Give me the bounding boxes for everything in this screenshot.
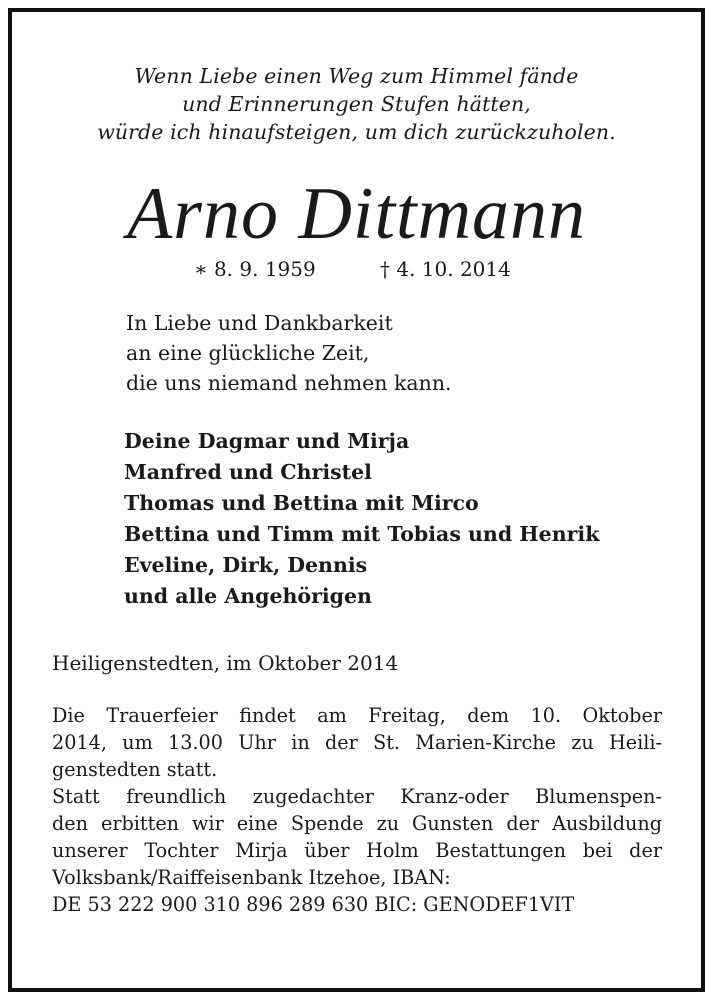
verse-line: und Erinnerungen Stufen hätten, — [182, 92, 531, 116]
memorial-verse — [12, 62, 701, 146]
details-line: unserer Tochter Mirja über Holm Bestattungen bei der — [52, 839, 662, 862]
dedication-text — [126, 308, 452, 398]
place-and-date: Heiligenstedten, im Oktober 2014 — [52, 651, 399, 675]
mourner-line: Thomas und Bettina mit Mirco — [124, 491, 479, 515]
birth-date: ∗ 8. 9. 1959 — [194, 257, 316, 281]
deceased-name: Arno Dittmann — [126, 173, 587, 255]
dedication-line: In Liebe und Dankbarkeit — [126, 311, 393, 335]
mourner-line: und alle Angehörigen — [124, 584, 372, 608]
death-date: † 4. 10. 2014 — [380, 257, 511, 281]
verse-line: Wenn Liebe einen Weg zum Himmel fände — [134, 64, 579, 88]
details-line: Die Trauerfeier findet am Freitag, dem 10. Oktober — [52, 704, 662, 727]
details-line: Statt freundlich zugedachter Kranz-oder Blumenspen- — [52, 785, 662, 808]
funeral-details — [52, 702, 662, 918]
verse-line: würde ich hinaufsteigen, um dich zurückzuholen. — [97, 120, 616, 144]
details-line: den erbitten wir eine Spende zu Gunsten der Ausbildung — [52, 812, 662, 835]
details-line: Volksbank/Raiffeisenbank Itzehoe, IBAN: — [52, 866, 451, 889]
details-line: genstedten statt. — [52, 758, 218, 781]
mourner-line: Eveline, Dirk, Dennis — [124, 553, 368, 577]
details-line: DE 53 222 900 310 896 289 630 BIC: GENODEF1VIT — [52, 893, 575, 916]
life-dates — [12, 254, 701, 284]
details-line: 2014, um 13.00 Uhr in der St. Marien-Kirche zu Heili- — [52, 731, 662, 754]
dedication-line: an eine glückliche Zeit, — [126, 341, 370, 365]
mourner-line: Deine Dagmar und Mirja — [124, 429, 410, 453]
dedication-line: die uns niemand nehmen kann. — [126, 371, 452, 395]
obituary-notice — [8, 8, 705, 992]
mourner-line: Bettina und Timm mit Tobias und Henrik — [124, 522, 600, 546]
mourners-list — [124, 426, 599, 612]
mourner-line: Manfred und Christel — [124, 460, 372, 484]
